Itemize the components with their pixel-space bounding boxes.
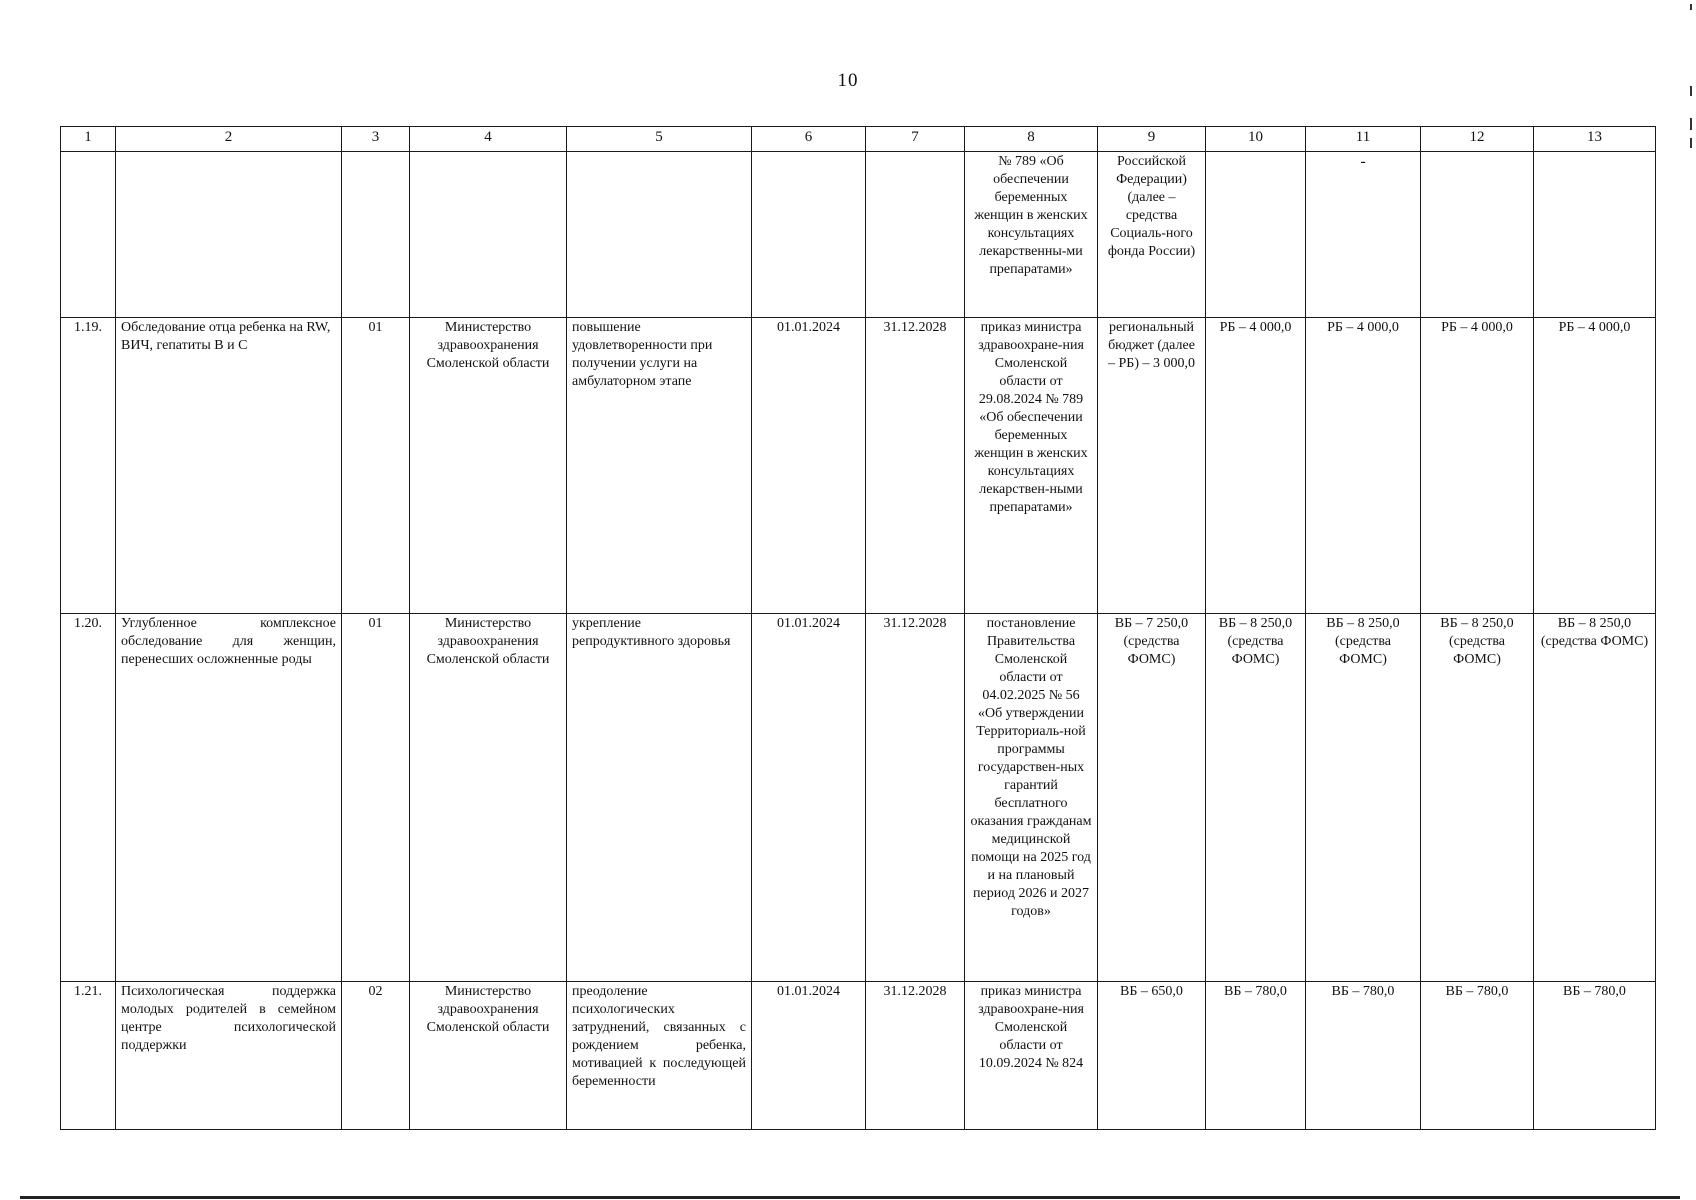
cell-legal-act: № 789 «Об обеспечении беременных женщин в женских консультациях лекарственны-ми препаратами» [965,152,1098,318]
column-header: 8 [965,127,1098,152]
cell-result: повышение удовлетворенности при получении услуги на амбулаторном этапе [567,318,752,614]
cell-result [567,152,752,318]
cell-budget-2028: РБ – 4 000,0 [1534,318,1656,614]
cell-measure-name: Психологическая поддержка молодых родителей в семейном центре психологической поддержки [116,982,342,1130]
cell-budget-2028 [1534,152,1656,318]
column-header: 11 [1306,127,1421,152]
cell-start-date: 01.01.2024 [752,318,866,614]
cell-executor [410,152,567,318]
cell-code: 01 [342,318,410,614]
cell-budget-2028: ВБ – 780,0 [1534,982,1656,1130]
cell-budget-2025: РБ – 4 000,0 [1206,318,1306,614]
column-number-row [61,127,1656,152]
cell-budget-2027: ВБ – 8 250,0 (средства ФОМС) [1421,614,1534,982]
cell-code: 01 [342,614,410,982]
cell-budget-2024: Российской Федерации) (далее – средства Социаль-ного фонда России) [1098,152,1206,318]
cell-result: преодоление психологических затруднений, связанных с рождением ребенка, мотивацией к последующей беременности [567,982,752,1130]
cell-code: 02 [342,982,410,1130]
column-header: 1 [61,127,116,152]
column-header: 9 [1098,127,1206,152]
cell-end-date [866,152,965,318]
cell-start-date: 01.01.2024 [752,614,866,982]
table-row-continuation [61,152,1656,318]
cell-result: укрепление репродуктивного здоровья [567,614,752,982]
cell-budget-2025: ВБ – 8 250,0 (средства ФОМС) [1206,614,1306,982]
column-header: 4 [410,127,567,152]
column-header: 5 [567,127,752,152]
cell-budget-2026: РБ – 4 000,0 [1306,318,1421,614]
table-row [61,318,1656,614]
cell-budget-2027 [1421,152,1534,318]
cell-end-date: 31.12.2028 [866,982,965,1130]
cell-measure-name: Обследование отца ребенка на RW, ВИЧ, гепатиты В и С [116,318,342,614]
cell-legal-act: приказ министра здравоохране-ния Смоленской области от 10.09.2024 № 824 [965,982,1098,1130]
cell-budget-2025: ВБ – 780,0 [1206,982,1306,1130]
column-header: 2 [116,127,342,152]
scan-edge-marks [1688,0,1694,160]
cell-budget-2024: ВБ – 650,0 [1098,982,1206,1130]
cell-number: 1.21. [61,982,116,1130]
measures-table [60,126,1656,1130]
cell-budget-2025 [1206,152,1306,318]
cell-number: 1.20. [61,614,116,982]
cell-legal-act: постановление Правительства Смоленской области от 04.02.2025 № 56 «Об утверждении Территориаль-ной программы государствен-ных гарантий бесплатного оказания гражданам медицинской помощи на 2025 год и на плановый период 2026 и 2027 годов» [965,614,1098,982]
column-header: 12 [1421,127,1534,152]
cell-budget-2026: - [1306,152,1421,318]
cell-number: 1.19. [61,318,116,614]
column-header: 7 [866,127,965,152]
page-number: 10 [837,70,859,91]
cell-start-date: 01.01.2024 [752,982,866,1130]
column-header: 3 [342,127,410,152]
cell-end-date: 31.12.2028 [866,614,965,982]
cell-budget-2026: ВБ – 780,0 [1306,982,1421,1130]
cell-measure-name [116,152,342,318]
table-row [61,614,1656,982]
table-row [61,982,1656,1130]
cell-budget-2027: РБ – 4 000,0 [1421,318,1534,614]
cell-budget-2024: региональный бюджет (далее – РБ) – 3 000,0 [1098,318,1206,614]
cell-budget-2026: ВБ – 8 250,0 (средства ФОМС) [1306,614,1421,982]
column-header: 13 [1534,127,1656,152]
cell-number [61,152,116,318]
cell-measure-name: Углубленное комплексное обследование для женщин, перенесших осложненные роды [116,614,342,982]
cell-budget-2024: ВБ – 7 250,0 (средства ФОМС) [1098,614,1206,982]
column-header: 10 [1206,127,1306,152]
cell-budget-2028: ВБ – 8 250,0 (средства ФОМС) [1534,614,1656,982]
cell-executor: Министерство здравоохранения Смоленской области [410,614,567,982]
cell-code [342,152,410,318]
cell-start-date [752,152,866,318]
cell-executor: Министерство здравоохранения Смоленской области [410,982,567,1130]
column-header: 6 [752,127,866,152]
cell-legal-act: приказ министра здравоохране-ния Смоленской области от 29.08.2024 № 789 «Об обеспечении беременных женщин в женских консультациях лекарствен-ными препаратами» [965,318,1098,614]
cell-executor: Министерство здравоохранения Смоленской области [410,318,567,614]
page-bottom-rule [20,1196,1680,1199]
cell-budget-2027: ВБ – 780,0 [1421,982,1534,1130]
cell-end-date: 31.12.2028 [866,318,965,614]
